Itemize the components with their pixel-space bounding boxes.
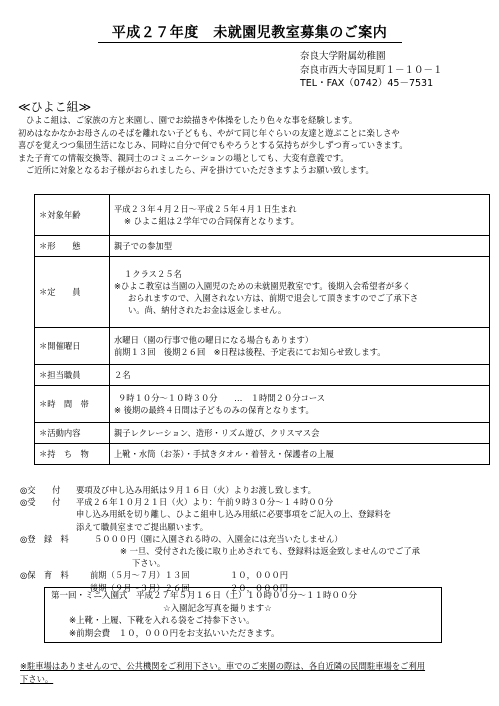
value-line: 上靴・水筒（お茶）・手拭きタオル・着替え・保護者の上履 — [114, 449, 334, 459]
intro-line: ご近所に対象となるお子様がおられましたら、声を掛けていただきますようお願い致します。 — [26, 165, 374, 175]
note-label: ◎交 付 — [20, 485, 61, 495]
info-table — [34, 194, 490, 465]
note-label: ◎登 録 料 — [20, 533, 69, 544]
ceremony-line: 第一回・ミニ入園式 平成２７年５月１６日（土）１０時００分～１１時００分 — [51, 591, 358, 601]
note-registration — [20, 533, 490, 545]
value-line: おられますので、入園されない方は、前期で退会して頂きますのでご了承下さ — [128, 293, 419, 303]
note-text: 添えて職員室までご提出願います。 — [76, 521, 209, 532]
note-label: ◎受 付 — [20, 497, 61, 508]
section-title: ≪ひよこ組≫ — [18, 100, 92, 114]
table-row — [35, 444, 490, 465]
mini-ceremony-box — [44, 587, 442, 643]
note-text: 申し込み用紙を切り離し、ひよこ組申し込み用紙に必要事項をご記入の上、登録料を — [76, 509, 392, 520]
note-label: ◎保 育 料 — [20, 570, 69, 581]
fee-amount: ２０，０００円 — [230, 582, 289, 593]
ceremony-line: ※上靴・上履、下靴を入れる袋をご持参下さい。 — [69, 616, 255, 626]
row-value — [110, 236, 490, 257]
value-line: 前期１３回 後期２６回 ※日程は後程、予定表にてお知らせ致します。 — [114, 347, 386, 357]
row-label: ＊時 間 帯 — [35, 386, 110, 423]
title-underline — [98, 42, 402, 43]
fee-amount: １０，０００円 — [230, 570, 289, 581]
note-fee — [20, 569, 490, 581]
page-title: 平成２７年度 未就園児教室募集のご案内 — [111, 25, 388, 41]
value-line: ９時１０分～１０時３０分 … １時間２０分コース — [118, 393, 326, 403]
row-label: ＊形 態 — [35, 236, 110, 257]
notes-section — [20, 484, 490, 594]
fee-term: 後期（９月～３月）２６回 — [90, 582, 190, 593]
note-text: ※ 一旦、受付された後に取り止めされても、登録料は返金致しませんのでご了承 — [120, 546, 420, 557]
row-value — [110, 257, 490, 328]
value-line: ※ひよこ教室は当園の入園児のための未就園児教室です。後期入会希望者が多く — [114, 281, 411, 291]
table-row — [35, 328, 490, 365]
fee-term: 前期（５月～７月）１３回 — [90, 570, 190, 581]
intro-line: また子育ての情報交換等、親同士のコミュニケーションの場としても、大変有意義です。 — [18, 152, 349, 163]
note-issue — [20, 484, 490, 496]
intro-line: 初めはなかなかお母さんのそばを離れない子どもも、やがて同じ年ぐらいの友達と遊ぶことに楽しさや — [18, 127, 400, 138]
value-line: ２名 — [114, 370, 131, 380]
note-text: 要項及び申し込み用紙は９月１６日（火）よりお渡し致します。 — [76, 485, 316, 495]
row-label: ＊開催曜日 — [35, 328, 110, 365]
value-line: １クラス２５名 — [124, 269, 182, 279]
org-address: 奈良市西大寺国見町１－１０－１ — [300, 64, 443, 76]
row-value — [110, 328, 490, 365]
value-line: い。尚、納付されたお金は返金しません。 — [128, 305, 287, 315]
value-line: 水曜日（園の行事で他の曜日になる場合もあります） — [114, 335, 314, 345]
table-row — [35, 195, 490, 236]
footer-line: 下さい。 — [20, 674, 54, 684]
note-text: 平成２６年１０月２１日（火）より：午前９時３０分～１４時００分 — [76, 497, 334, 508]
row-value — [110, 365, 490, 386]
row-value — [110, 386, 490, 423]
table-row — [35, 236, 490, 257]
row-label: ＊活動内容 — [35, 423, 110, 444]
org-tel: TEL・FAX（0742）45－7531 — [300, 78, 434, 89]
value-line: 親子レクレーション、造形・リズム遊び、クリスマス会 — [114, 428, 320, 438]
table-row — [35, 386, 490, 423]
note-text: 下さい。 — [132, 558, 166, 569]
value-line: 親子での参加型 — [114, 241, 173, 251]
row-label: ＊担当職員 — [35, 365, 110, 386]
value-line: 平成２３年４月２日～平成２５年４月１日生まれ — [114, 204, 297, 214]
ceremony-line: ☆入園記念写真を撮ります☆ — [163, 603, 272, 614]
row-value — [110, 195, 490, 236]
row-value — [110, 444, 490, 465]
ceremony-line: ※前期会費 １０，０００円をお支払いいただきます。 — [69, 628, 280, 639]
intro-line: ひよこ組は、ご家族の方と来園し、園でお絵描きや体操をしたり色々な事を経験します。 — [26, 115, 358, 125]
note-text: ５０００円（園に入園される時の、入園金には充当いたしません） — [94, 533, 343, 544]
value-line: ※ ひよこ組は２学年での合同保育となります。 — [124, 216, 299, 226]
intro-text — [18, 114, 488, 177]
value-line: ※ 後期の最終４日間は子どものみの保育となります。 — [114, 405, 314, 415]
row-value — [110, 423, 490, 444]
table-row — [35, 365, 490, 386]
table-row — [35, 257, 490, 328]
intro-line: 喜びを覚えつつ集団生活になじみ、同時に自分で何でもやろうとする気持ちが少しずつ育っていきます。 — [18, 140, 408, 150]
row-label: ＊対象年齢 — [35, 195, 110, 236]
org-name: 奈良大学附属幼稚園 — [300, 51, 386, 62]
note-reception — [20, 496, 490, 508]
footer-line: ※駐車場はありませんので、公共機関をご利用下さい。車でのご来園の際は、各自近隣の民間駐車場をご利用 — [20, 661, 426, 671]
parking-note — [20, 660, 490, 686]
row-label: ＊定 員 — [35, 257, 110, 328]
organization-info — [300, 50, 443, 91]
table-row — [35, 423, 490, 444]
row-label: ＊持 ち 物 — [35, 444, 110, 465]
